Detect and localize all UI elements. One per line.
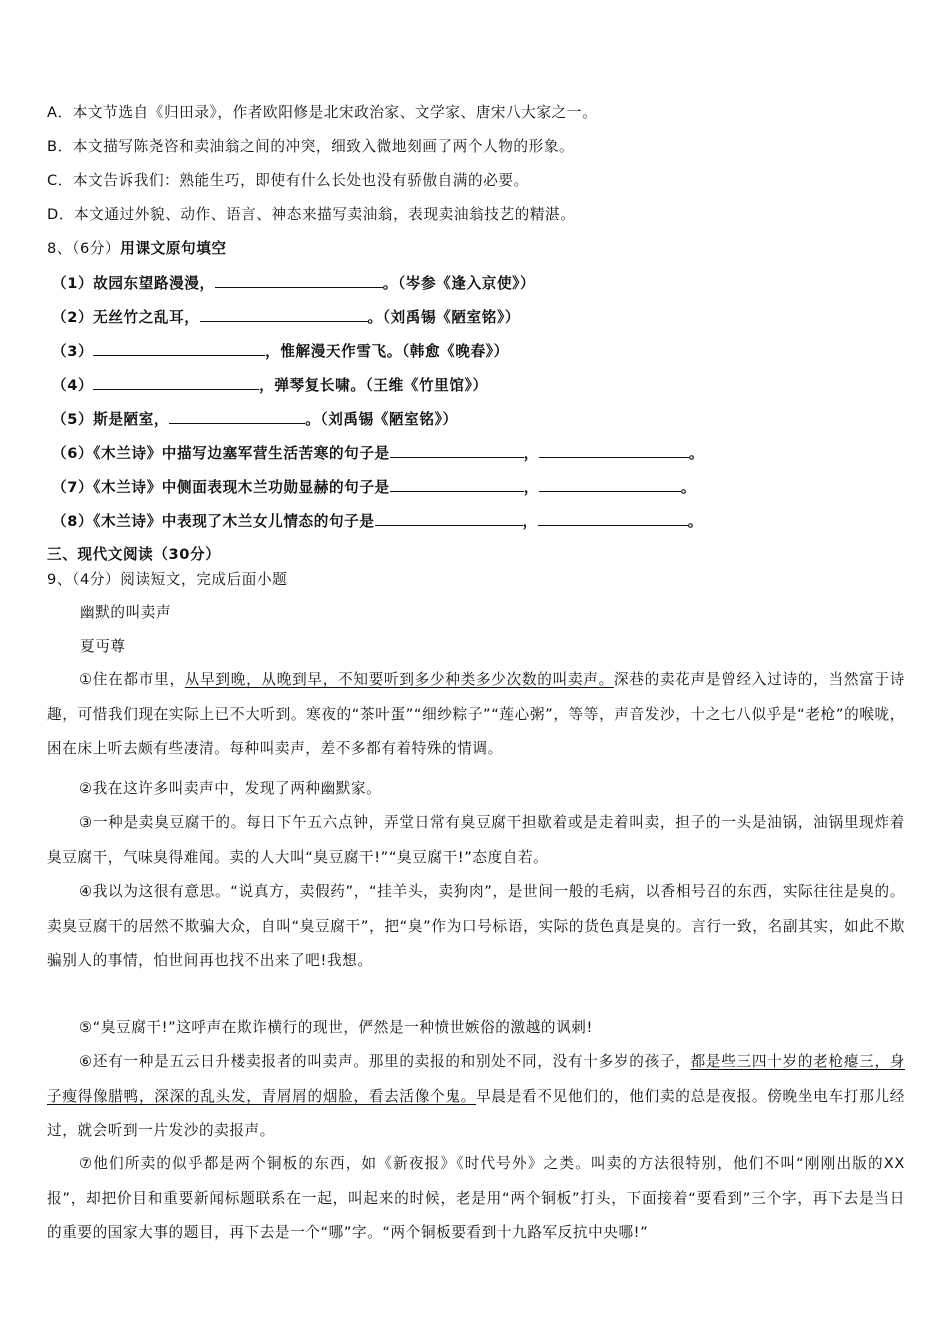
section-3-title: 三、现代文阅读（30分） bbox=[47, 546, 221, 563]
fill-item-5-prefix: （5）斯是陋室， bbox=[52, 411, 170, 428]
fill-item-3-suffix: ，惟解漫天作雪飞。（韩愈《晚春》） bbox=[265, 343, 509, 360]
fill-item-3-prefix: （3） bbox=[52, 343, 94, 360]
fill-item-3 bbox=[52, 341, 509, 362]
answer-blank[interactable] bbox=[200, 307, 368, 322]
fill-item-1 bbox=[52, 273, 535, 294]
paragraph-1 bbox=[47, 663, 905, 767]
fill-item-6-suffix: 。 bbox=[688, 445, 705, 462]
answer-blank[interactable] bbox=[390, 477, 524, 492]
fill-item-2 bbox=[52, 307, 520, 328]
underlined-sentence: 从早到晚，从晚到早，不知要听到多少种类多少次数的叫卖声。 bbox=[184, 671, 614, 688]
answer-blank[interactable] bbox=[539, 443, 689, 458]
fill-item-5 bbox=[52, 409, 458, 430]
fill-item-2-prefix: （2）无丝竹之乱耳， bbox=[52, 309, 200, 326]
fill-item-4 bbox=[52, 375, 488, 396]
question-8-heading bbox=[47, 239, 227, 259]
fill-item-4-suffix: ，弹琴复长啸。（王维《竹里馆》） bbox=[259, 377, 488, 394]
answer-blank[interactable] bbox=[539, 477, 681, 492]
paragraph-6-rest: 早晨是看不见他们的，他们卖的总是夜报。傍晚坐电车打那儿经过，就会听到一片发沙的卖报声。 bbox=[47, 1087, 905, 1139]
answer-blank[interactable] bbox=[215, 273, 383, 288]
fill-item-8-suffix: 。 bbox=[687, 513, 703, 530]
option-b: B．本文描写陈尧咨和卖油翁之间的冲突，细致入微地刻画了两个人物的形象。 bbox=[47, 138, 575, 155]
fill-item-7-prefix: （7）《木兰诗》中侧面表现木兰功勋显赫的句子是 bbox=[52, 479, 390, 496]
paragraph-1-start: ①住在都市里， bbox=[79, 671, 185, 688]
essay-author: 夏丏尊 bbox=[80, 638, 126, 655]
fill-item-1-prefix: （1）故园东望路漫漫， bbox=[52, 275, 215, 292]
paragraph-7: ⑦他们所卖的似乎都是两个铜板的东西，如《新夜报》《时代号外》之类。叫卖的方法很特别，他们不叫“刚刚出版的XX报”，却把价目和重要新闻标题联系在一起，叫起来的时候，老是用“两个铜板”打头，下面接着“要看到”三个字，再下去是当日的重要的国家大事的题目，再下去是一个“哪”字。“两个铜板要看到十九路军反抗中央哪!” bbox=[47, 1155, 905, 1241]
underlined-sentence: 都是些三四十岁的老枪瘪三，身子瘦得像腊鸭，深深的乱头发，青屑屑的烟脸，看去活像个鬼。 bbox=[47, 1053, 906, 1105]
fill-item-5-suffix: 。（刘禹锡《陋室铭》） bbox=[305, 411, 458, 428]
question-8-title: 用课文原句填空 bbox=[120, 240, 227, 257]
paragraph-6 bbox=[47, 1045, 905, 1149]
paragraph-1-rest: 深巷的卖花声是曾经入过诗的，当然富于诗趣，可惜我们现在实际上已不大听到。寒夜的“茶叶蛋”“细纱粽子”“莲心粥”，等等，声音发沙，十之七八似乎是“老枪”的喉咙，困在床上听去颇有些凄清。每种叫卖声，差不多都有着特殊的情调。 bbox=[47, 671, 905, 757]
option-a: A．本文节选自《归田录》，作者欧阳修是北宋政治家、文学家、唐宋八大家之一。 bbox=[47, 104, 598, 121]
fill-item-1-suffix: 。（岑参《逢入京使》） bbox=[382, 275, 536, 292]
paragraph-4: ④我以为这很有意思。“说真方，卖假药”，“挂羊头，卖狗肉”，是世间一般的毛病，以香相号召的东西，实际往往是臭的。卖臭豆腐干的居然不欺骗大众，自叫“臭豆腐干”，把“臭”作为口号标语，实际的货色真是臭的。言行一致，名副其实，如此不欺骗别人的事情，怕世间再也找不出来了吧!我想。 bbox=[47, 883, 905, 969]
answer-blank[interactable] bbox=[375, 511, 523, 526]
fill-item-8-comma: ， bbox=[522, 513, 538, 530]
fill-item-4-prefix: （4） bbox=[52, 377, 94, 394]
question-9-heading: 9、（4分）阅读短文，完成后面小题 bbox=[47, 571, 288, 588]
answer-blank[interactable] bbox=[538, 511, 688, 526]
paragraph-5: ⑤“臭豆腐干!”这呼声在欺诈横行的现世，俨然是一种愤世嫉俗的激越的讽刺! bbox=[79, 1019, 593, 1036]
answer-blank[interactable] bbox=[93, 375, 259, 390]
answer-blank[interactable] bbox=[169, 409, 305, 424]
option-d: D．本文通过外貌、动作、语言、神态来描写卖油翁，表现卖油翁技艺的精湛。 bbox=[47, 206, 576, 223]
fill-item-7-comma: ， bbox=[523, 479, 539, 496]
paragraph-2: ②我在这许多叫卖声中，发现了两种幽默家。 bbox=[79, 780, 382, 797]
fill-item-6-prefix: （6）《木兰诗》中描写边塞军营生活苦寒的句子是 bbox=[52, 445, 390, 462]
fill-item-8-prefix: （8）《木兰诗》中表现了木兰女儿情态的句子是 bbox=[52, 513, 375, 530]
answer-blank[interactable] bbox=[93, 341, 265, 356]
fill-item-7 bbox=[52, 477, 696, 498]
fill-item-2-suffix: 。（刘禹锡《陋室铭》） bbox=[367, 309, 521, 326]
paragraph-6-start: ⑥还有一种是五云日升楼卖报者的叫卖声。那里的卖报的和别处不同，没有十多岁的孩子， bbox=[79, 1053, 691, 1070]
paragraph-3: ③一种是卖臭豆腐干的。每日下午五六点钟，弄堂日常有臭豆腐干担歇着或是走着叫卖，担子的一头是油锅，油锅里现炸着臭豆腐干，气味臭得难闻。卖的人大叫“臭豆腐干!”“臭豆腐干!”态度自若。 bbox=[47, 814, 905, 866]
essay-title: 幽默的叫卖声 bbox=[80, 604, 172, 621]
fill-item-6 bbox=[52, 443, 704, 464]
answer-blank[interactable] bbox=[390, 443, 524, 458]
option-c: C．本文告诉我们：熟能生巧，即使有什么长处也没有骄傲自满的必要。 bbox=[47, 172, 529, 189]
question-8-number: 8、（6分） bbox=[47, 240, 121, 257]
fill-item-8 bbox=[52, 511, 703, 532]
fill-item-7-suffix: 。 bbox=[680, 479, 697, 496]
fill-item-6-comma: ， bbox=[523, 445, 539, 462]
